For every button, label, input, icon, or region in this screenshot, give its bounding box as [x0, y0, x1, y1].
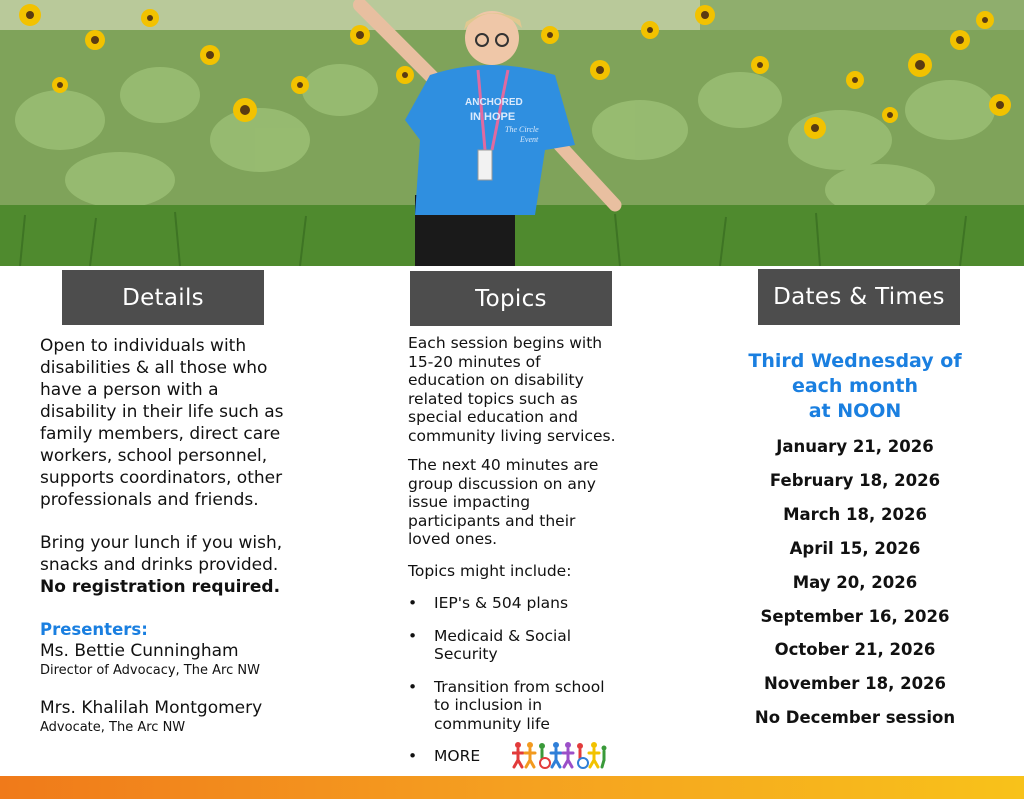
- details-lunch: [40, 532, 330, 598]
- details-lunch-line: Bring your lunch if you wish,: [40, 533, 283, 553]
- topics-might-include: Topics might include:: [408, 562, 572, 580]
- details-intro-line: professionals and friends.: [40, 490, 259, 510]
- shirt-text-line-3: The Circle: [505, 125, 539, 134]
- shirt-text-line-1: ANCHORED: [465, 97, 523, 108]
- topics-discussion-line: participants and their: [408, 511, 576, 530]
- topics-discussion-line: loved ones.: [408, 530, 498, 548]
- shirt-text-line-4: Event: [520, 135, 539, 144]
- topic-item-line: MORE: [434, 747, 481, 765]
- presenter-name: Mrs. Khalilah Montgomery: [40, 698, 263, 718]
- no-registration-note: No registration required.: [40, 577, 281, 597]
- topic-item-line: Transition from school: [434, 677, 605, 696]
- date-item: February 18, 2026: [769, 471, 941, 490]
- presenter-name: Ms. Bettie Cunningham: [40, 641, 239, 661]
- topics-intro-line: 15-20 minutes of: [408, 352, 541, 371]
- date-item: May 20, 2026: [792, 573, 918, 592]
- details-intro-line: disability in their life such as: [40, 402, 284, 422]
- bullet-icon: •: [408, 594, 418, 612]
- date-item: October 21, 2026: [774, 640, 936, 659]
- bullet-icon: •: [408, 747, 418, 765]
- list-item: [408, 678, 658, 734]
- details-intro-line: workers, school personnel,: [40, 446, 268, 466]
- date-item: January 21, 2026: [776, 437, 934, 456]
- topics-discussion-line: issue impacting: [408, 493, 531, 511]
- topic-item-line: to inclusion in: [434, 696, 543, 714]
- topics-discussion-line: group discussion on any: [408, 474, 596, 493]
- details-intro: [40, 335, 330, 511]
- dates-header: Dates & Times: [758, 269, 960, 325]
- details-lunch-line: snacks and drinks provided.: [40, 555, 279, 575]
- no-december-note: No December session: [754, 708, 956, 727]
- dates-schedule-title: [740, 349, 970, 424]
- people-clipart-icon: [512, 740, 608, 770]
- sunflower-field-illustration: [0, 0, 1024, 266]
- dates-title-line: at NOON: [808, 400, 902, 422]
- topics-intro: [408, 334, 658, 445]
- hero-photo-sunflower-field: [0, 0, 1024, 266]
- date-item: March 18, 2026: [783, 505, 927, 524]
- topics-intro-line: Each session begins with: [408, 334, 603, 352]
- presenters-label: Presenters:: [40, 620, 148, 639]
- topics-intro-line: education on disability: [408, 371, 584, 389]
- topic-item-line: Medicaid & Social: [434, 626, 572, 645]
- details-intro-line: have a person with a: [40, 380, 219, 400]
- topics-discussion: [408, 456, 658, 549]
- list-item: [408, 627, 658, 664]
- footer-gradient-bar: [0, 776, 1024, 799]
- topic-item-line: community life: [434, 714, 550, 733]
- date-item: November 18, 2026: [763, 674, 947, 693]
- list-item: [408, 594, 658, 613]
- bullet-icon: •: [408, 677, 418, 696]
- topics-discussion-line: The next 40 minutes are: [408, 456, 599, 474]
- presenter-title: Director of Advocacy, The Arc NW: [40, 663, 260, 678]
- dates-title-line: each month: [791, 375, 919, 397]
- details-intro-line: supports coordinators, other: [40, 468, 283, 488]
- details-intro-line: disabilities & all those who: [40, 358, 268, 378]
- topic-item-line: Security: [434, 645, 498, 663]
- details-intro-line: family members, direct care: [40, 424, 281, 444]
- topics-intro-line: special education and: [408, 408, 579, 426]
- dates-title-line: Third Wednesday of: [748, 350, 962, 372]
- details-intro-line: Open to individuals with: [40, 336, 247, 356]
- details-header: Details: [62, 270, 264, 325]
- topic-item-line: IEP's & 504 plans: [434, 594, 569, 612]
- topics-intro-line: related topics such as: [408, 389, 578, 408]
- bullet-icon: •: [408, 626, 418, 645]
- date-item: April 15, 2026: [789, 539, 921, 558]
- topics-intro-line: community living services.: [408, 426, 616, 445]
- presenters-section: [40, 619, 330, 736]
- topics-header: Topics: [410, 271, 612, 326]
- shirt-text-line-2: IN HOPE: [470, 111, 516, 123]
- presenter-title: Advocate, The Arc NW: [40, 720, 186, 735]
- date-item: September 16, 2026: [760, 607, 950, 626]
